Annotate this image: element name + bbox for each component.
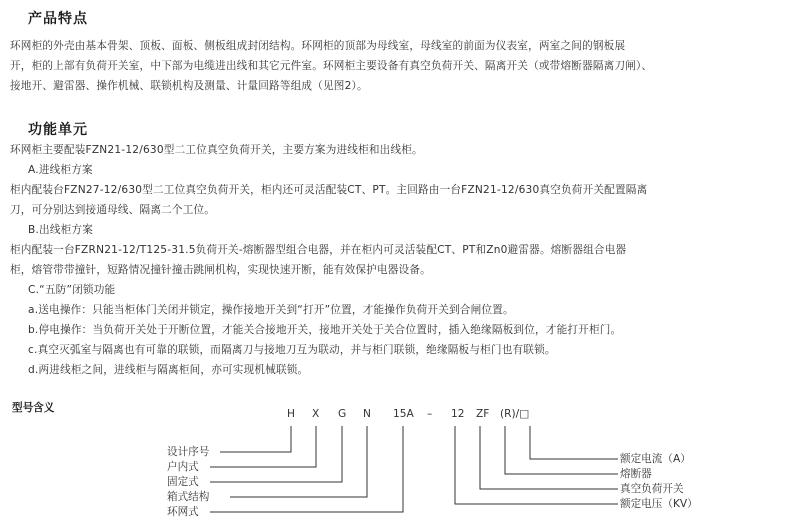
label-vacuum-load-switch: 真空负荷开关 xyxy=(620,483,684,495)
line-rated-current xyxy=(530,426,618,459)
label-rated-current: 额定电流（A） xyxy=(620,453,691,465)
interlock-item-a: a.送电操作：只能当柜体门关闭并锁定，操作接地开关到“打开”位置，才能操作负荷开关到合闸位置。 xyxy=(28,304,514,316)
label-fixed: 固定式 xyxy=(167,476,199,488)
label-design-serial: 设计序号 xyxy=(167,446,210,458)
scheme-a-line-2: 刀，可分别达到接通母线、隔离二个工位。 xyxy=(10,204,216,216)
scheme-a-title: A.进线柜方案 xyxy=(28,164,93,176)
line-box xyxy=(230,426,367,497)
code-r-box: (R)/□ xyxy=(500,408,530,420)
code-12: 12 xyxy=(451,408,465,420)
code-n: N xyxy=(363,408,371,420)
interlock-item-b: b.停电操作：当负荷开关处于开断位置，才能关合接地开关，接地开关处于关合位置时，插入绝缘隔板到位，才能打开柜门。 xyxy=(28,324,622,336)
label-box-structure: 箱式结构 xyxy=(167,491,210,503)
features-line-1: 环网柜的外壳由基本骨架、顶板、面板、侧板组成封闭结构。环网柜的顶部为母线室，母线室的前面为仪表室，两室之间的钢板展 xyxy=(10,40,626,52)
code-dash: – xyxy=(427,408,433,420)
label-ring-main: 环网式 xyxy=(167,506,199,518)
code-x: X xyxy=(312,408,320,420)
code-g: G xyxy=(338,408,347,420)
scheme-b-line-1: 柜内配装一台FZRN21-12/T125-31.5负荷开关-熔断器型组合电器，并在柜内可灵活装配CT、PT和Zn0避雷器。熔断器组合电器 xyxy=(10,244,627,256)
line-vacuum-switch xyxy=(480,426,618,489)
features-line-3: 接地开、避雷器、操作机械、联锁机构及测量、计量回路等组成（见图2）。 xyxy=(10,80,368,92)
code-h: H xyxy=(287,408,295,420)
scheme-b-line-2: 柜，熔管带带撞针，短路情况撞针撞击跳闸机构，实现快速开断，能有效保护电器设备。 xyxy=(10,264,431,276)
model-meaning-title: 型号含义 xyxy=(12,402,55,414)
interlock-item-d: d.两进线柜之间，进线柜与隔离柜间，亦可实现机械联锁。 xyxy=(28,364,309,376)
five-prevention-title: C.“五防”闭锁功能 xyxy=(28,284,116,296)
line-ring xyxy=(210,426,403,512)
interlock-item-c: c.真空灭弧室与隔离也有可靠的联锁，而隔离刀与接地刀互为联动，并与柜门联锁，绝缘隔板与柜门也有联锁。 xyxy=(28,344,556,356)
code-15a: 15A xyxy=(393,408,414,420)
line-fuse xyxy=(505,426,618,474)
code-zf: ZF xyxy=(476,408,490,420)
label-fuse: 熔断器 xyxy=(620,468,652,480)
functions-heading: 功能单元 xyxy=(28,122,88,138)
label-indoor: 户内式 xyxy=(167,461,199,473)
line-indoor xyxy=(210,426,316,467)
functions-intro: 环网柜主要配装FZN21-12/630型二工位真空负荷开关，主要方案为进线柜和出线柜。 xyxy=(10,144,423,156)
line-fixed xyxy=(210,426,342,482)
features-heading: 产品特点 xyxy=(28,11,88,27)
scheme-a-line-1: 柜内配装台FZN27-12/630型二工位真空负荷开关，柜内还可灵活配装CT、PT。主回路由一台FZN21-12/630真空负荷开关配置隔离 xyxy=(10,184,648,196)
scheme-b-title: B.出线柜方案 xyxy=(28,224,94,236)
line-rated-voltage xyxy=(455,426,618,504)
line-design-serial xyxy=(220,426,291,452)
features-line-2: 开，柜的上部有负荷开关室，中下部为电缆进出线和其它元件室。环网柜主要设备有真空负荷开关、隔离开关（或带熔断器隔离刀闸）、 xyxy=(10,60,653,72)
label-rated-voltage: 额定电压（KV） xyxy=(620,498,698,510)
